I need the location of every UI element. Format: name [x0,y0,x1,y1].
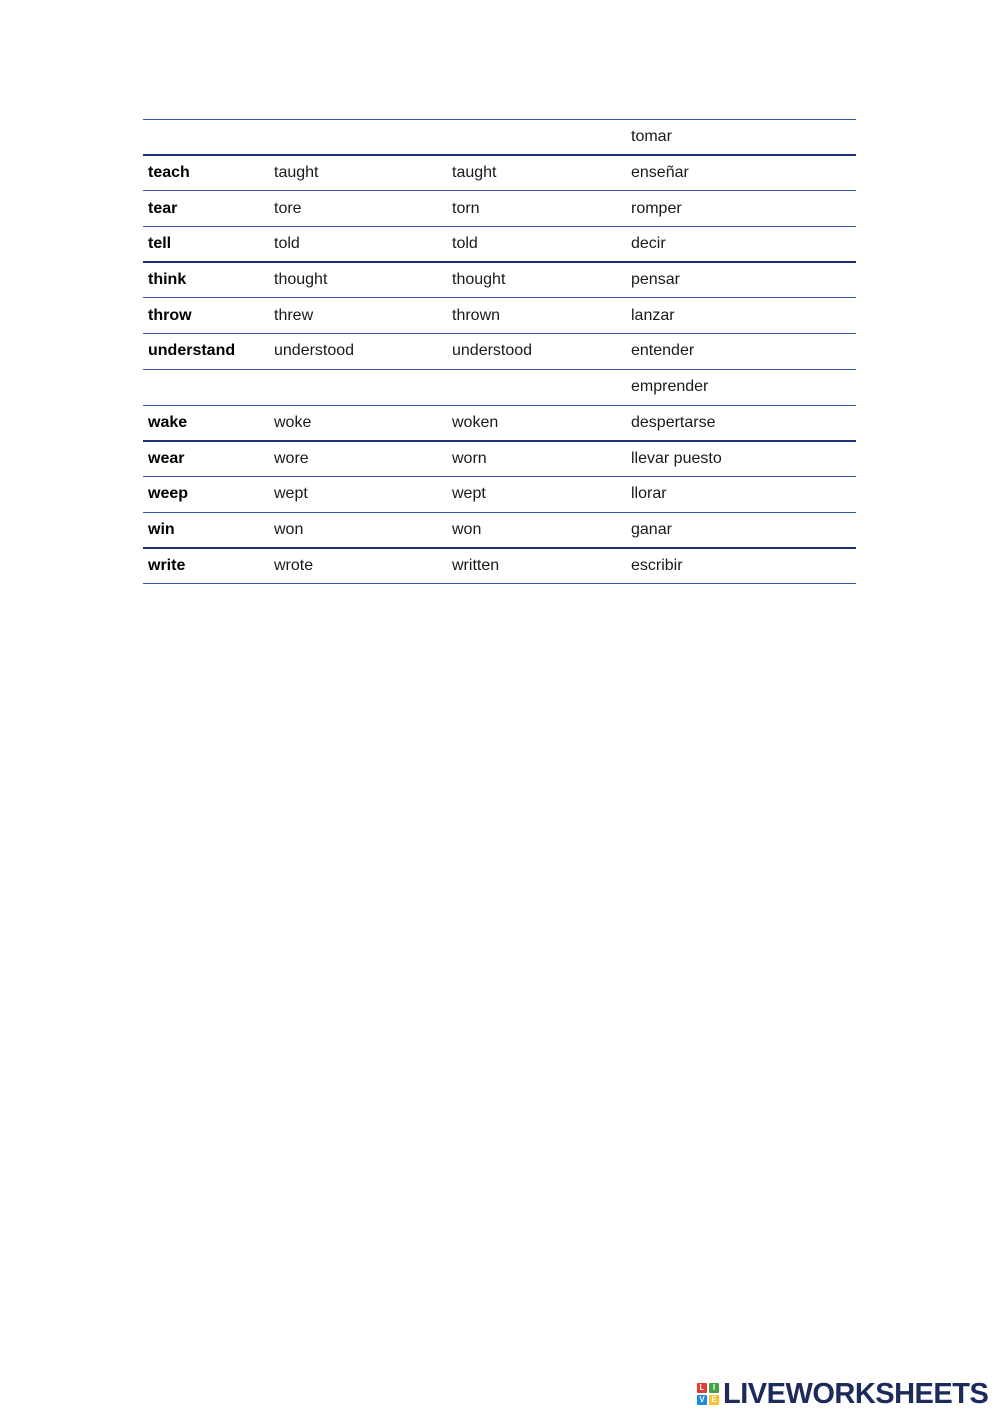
spanish-translation-cell: entender [626,334,856,370]
past-simple-cell: tore [269,191,447,227]
spanish-translation-cell: emprender [626,369,856,405]
past-simple-cell: won [269,512,447,548]
irregular-verbs-table [143,119,856,584]
spanish-translation-cell: escribir [626,548,856,584]
base-form-cell [143,369,269,405]
table-row [143,120,856,156]
base-form-cell: win [143,512,269,548]
table-row [143,512,856,548]
past-participle-cell: told [447,227,626,263]
spanish-translation-cell: llorar [626,476,856,512]
past-simple-cell: told [269,227,447,263]
past-simple-cell: taught [269,155,447,191]
past-participle-cell: wept [447,476,626,512]
past-participle-cell: won [447,512,626,548]
past-simple-cell: wore [269,441,447,477]
spanish-translation-cell: llevar puesto [626,441,856,477]
spanish-translation-cell: enseñar [626,155,856,191]
table-row [143,405,856,441]
base-form-cell [143,120,269,156]
base-form-cell: wear [143,441,269,477]
table-row [143,369,856,405]
spanish-translation-cell: romper [626,191,856,227]
past-participle-cell: taught [447,155,626,191]
verb-table-container [143,119,856,584]
past-participle-cell: woken [447,405,626,441]
base-form-cell: tear [143,191,269,227]
table-row [143,227,856,263]
logo-square: E [709,1395,719,1405]
past-simple-cell: understood [269,334,447,370]
base-form-cell: understand [143,334,269,370]
table-row [143,476,856,512]
table-row [143,262,856,298]
logo-text: LIVEWORKSHEETS [723,1377,989,1410]
past-participle-cell [447,120,626,156]
liveworksheets-logo [697,1378,988,1410]
past-participle-cell: understood [447,334,626,370]
spanish-translation-cell: pensar [626,262,856,298]
past-simple-cell: thought [269,262,447,298]
past-simple-cell: wept [269,476,447,512]
base-form-cell: write [143,548,269,584]
past-participle-cell: thought [447,262,626,298]
past-simple-cell [269,120,447,156]
table-row [143,441,856,477]
base-form-cell: teach [143,155,269,191]
logo-square: I [709,1383,719,1393]
past-simple-cell [269,369,447,405]
table-row [143,298,856,334]
base-form-cell: think [143,262,269,298]
logo-square: L [697,1383,707,1393]
base-form-cell: tell [143,227,269,263]
past-simple-cell: wrote [269,548,447,584]
past-simple-cell: threw [269,298,447,334]
past-participle-cell: worn [447,441,626,477]
table-row [143,548,856,584]
spanish-translation-cell: lanzar [626,298,856,334]
base-form-cell: throw [143,298,269,334]
past-participle-cell: thrown [447,298,626,334]
table-row [143,155,856,191]
table-row [143,191,856,227]
spanish-translation-cell: decir [626,227,856,263]
past-participle-cell: written [447,548,626,584]
base-form-cell: weep [143,476,269,512]
table-row [143,334,856,370]
spanish-translation-cell: despertarse [626,405,856,441]
spanish-translation-cell: tomar [626,120,856,156]
verb-table-body [143,120,856,584]
logo-square: V [697,1395,707,1405]
past-simple-cell: woke [269,405,447,441]
logo-grid-icon [697,1383,719,1405]
spanish-translation-cell: ganar [626,512,856,548]
past-participle-cell: torn [447,191,626,227]
past-participle-cell [447,369,626,405]
base-form-cell: wake [143,405,269,441]
